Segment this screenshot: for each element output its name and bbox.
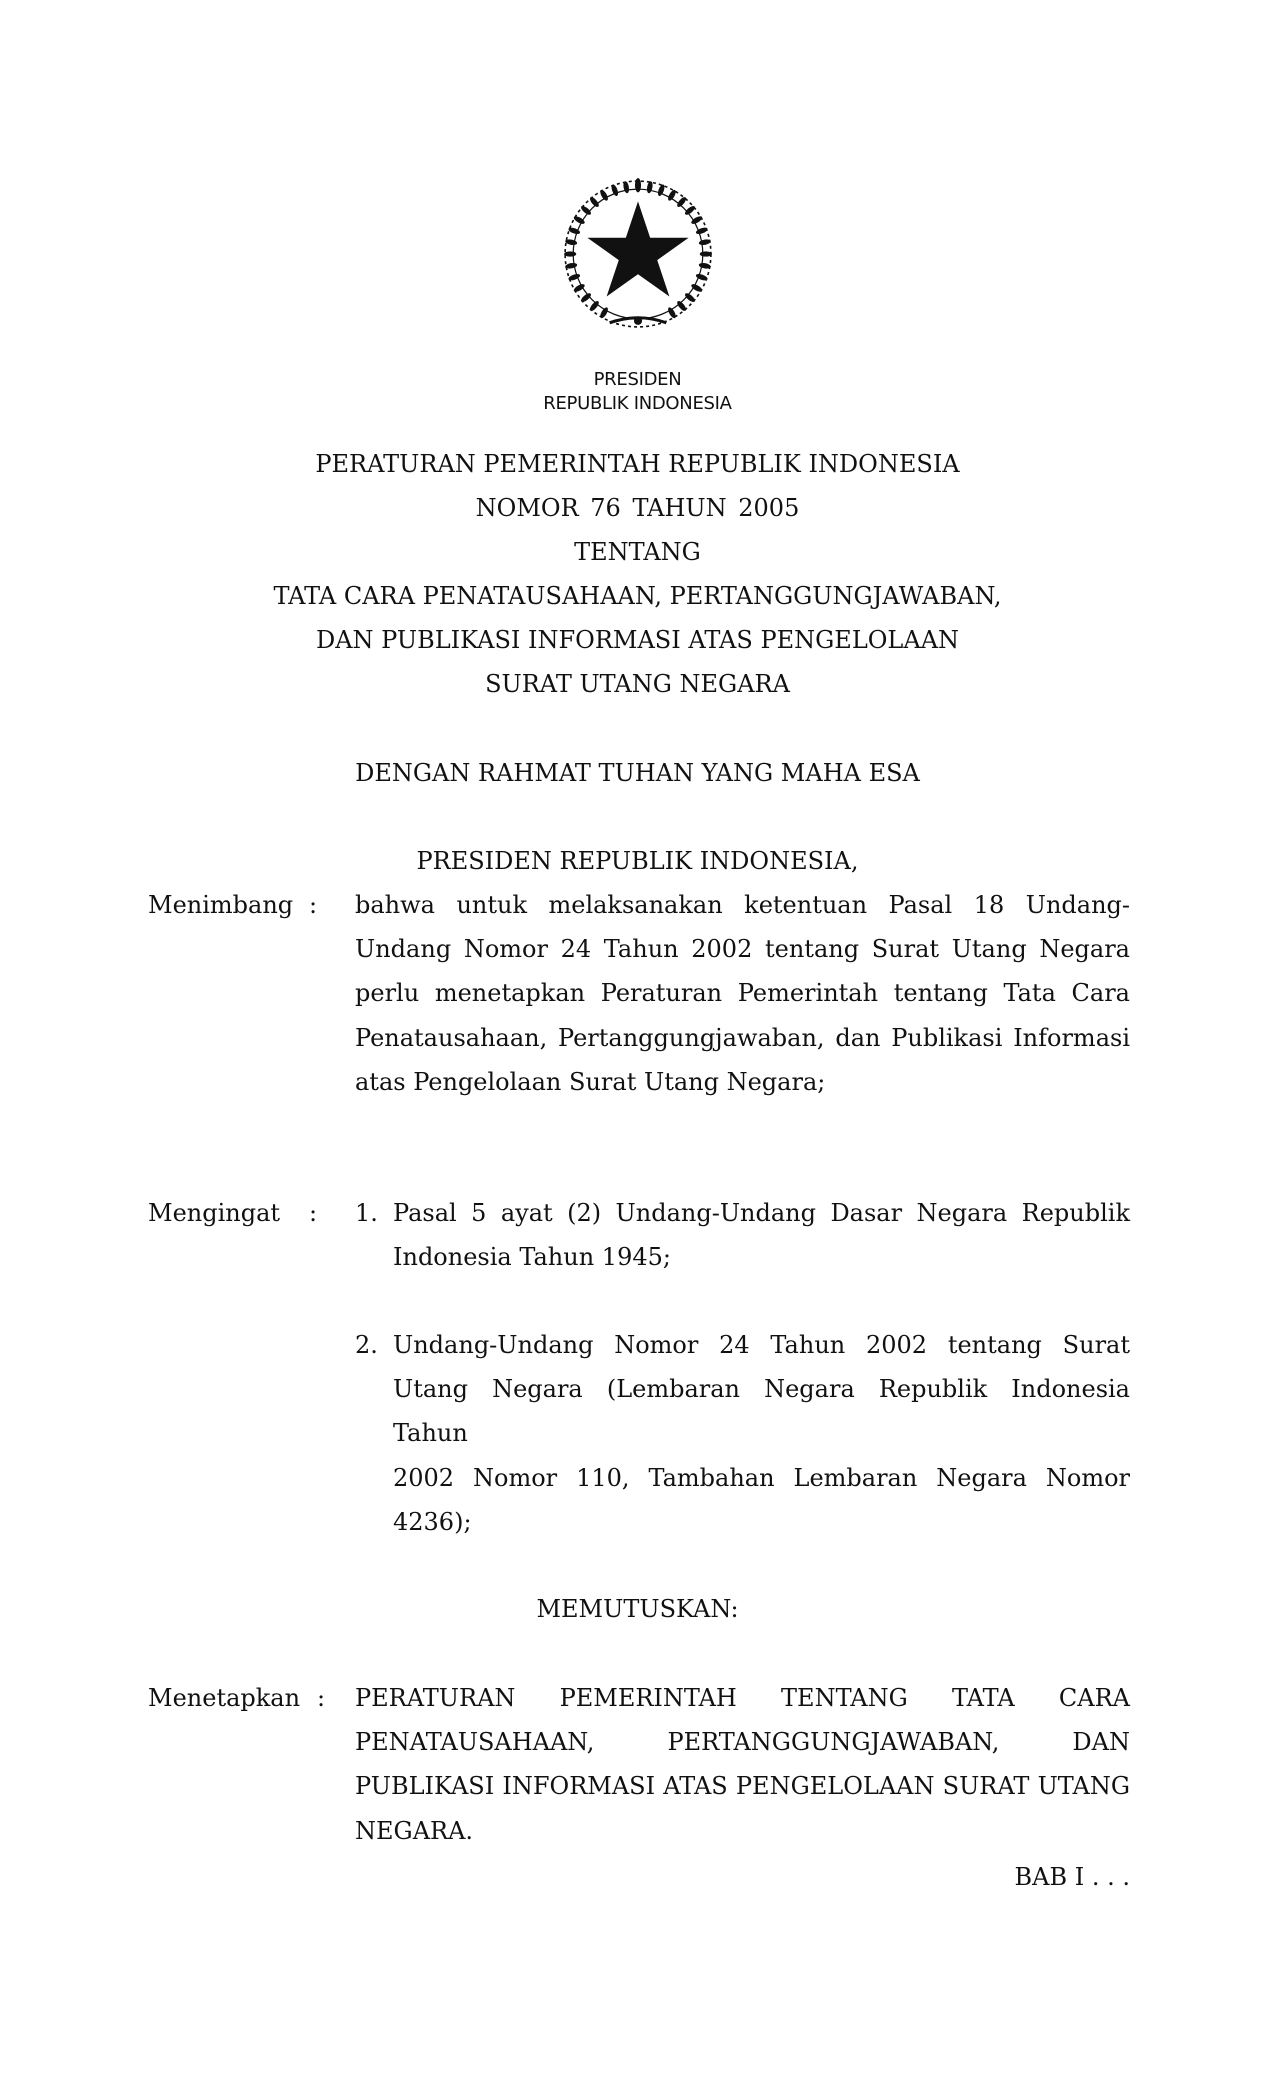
menimbang-line: Penatausahaan, Pertanggungjawaban, dan Publikasi Informasi [355,1023,1130,1052]
menetapkan-line: PENATAUSAHAAN, PERTANGGUNGJAWABAN, DAN [355,1728,1130,1757]
regulation-title: PERATURAN PEMERINTAH REPUBLIK INDONESIA [315,450,960,478]
menetapkan-colon: : [317,1684,326,1712]
wreath-leaf [646,181,653,194]
menetapkan-label: Menetapkan [148,1684,301,1712]
garuda-star-emblem-icon [557,173,719,335]
decision-heading: MEMUTUSKAN: [536,1595,739,1623]
wreath-leaf [564,251,576,256]
mengingat-item-number: 1. [355,1199,378,1227]
menimbang-line: bahwa untuk melaksanakan ketentuan Pasal 18 Undang- [355,891,1130,919]
wreath-leaf [635,180,640,192]
menimbang-line: atas Pengelolaan Surat Utang Negara; [355,1067,826,1096]
regulation-subject-line-1: TATA CARA PENATAUSAHAAN, PERTANGGUNGJAWABAN, [273,582,1002,610]
mengingat-item-line: Indonesia Tahun 1945; [393,1243,671,1272]
regulation-subject-line-2: DAN PUBLIKASI INFORMASI ATAS PENGELOLAAN [315,626,960,654]
menimbang-label: Menimbang [148,891,294,919]
menimbang-colon: : [309,891,318,919]
mengingat-item-2 [393,1323,1130,1544]
mengingat-colon: : [309,1199,318,1227]
president-line: PRESIDEN REPUBLIK INDONESIA, [416,847,859,875]
mengingat-item-line: Undang-Undang Nomor 24 Tahun 2002 tentang Surat [393,1331,1130,1359]
office-line-republic: REPUBLIK INDONESIA [543,393,732,414]
mengingat-item-line: 4236); [393,1507,472,1536]
mengingat-item-line: Utang Negara (Lembaran Negara Republik Indonesia Tahun [393,1375,1130,1448]
menetapkan-text [355,1676,1130,1853]
mengingat-item-line: 2002 Nomor 110, Tambahan Lembaran Negara Nomor [393,1463,1130,1492]
menimbang-line: perlu menetapkan Peraturan Pemerintah tentang Tata Cara [355,979,1130,1008]
regulation-subject-line-3: SURAT UTANG NEGARA [485,670,790,698]
mengingat-item-1 [393,1191,1130,1279]
mengingat-item-line: Pasal 5 ayat (2) Undang-Undang Dasar Negara Republik [393,1199,1130,1227]
menetapkan-line: PUBLIKASI INFORMASI ATAS PENGELOLAAN SURAT UTANG [355,1772,1130,1801]
menimbang-line: Undang Nomor 24 Tahun 2002 tentang Surat Utang Negara [355,935,1130,964]
regulation-number: NOMOR 76 TAHUN 2005 [475,494,800,522]
menetapkan-line: NEGARA. [355,1816,474,1845]
mengingat-label: Mengingat [148,1199,281,1227]
continuation-reference: BAB I . . . [1014,1863,1130,1891]
wreath-leaf [700,251,712,256]
wreath-leaf [698,239,711,246]
menimbang-text [355,883,1130,1104]
wreath-leaf [690,215,703,226]
regulation-about: TENTANG [574,538,701,566]
mengingat-item-number: 2. [355,1331,378,1359]
blessing-line: DENGAN RAHMAT TUHAN YANG MAHA ESA [355,759,920,787]
office-line-president: PRESIDEN [593,369,682,390]
wreath-leaf [667,189,678,202]
menetapkan-line: PERATURAN PEMERINTAH TENTANG TATA CARA [355,1684,1130,1712]
